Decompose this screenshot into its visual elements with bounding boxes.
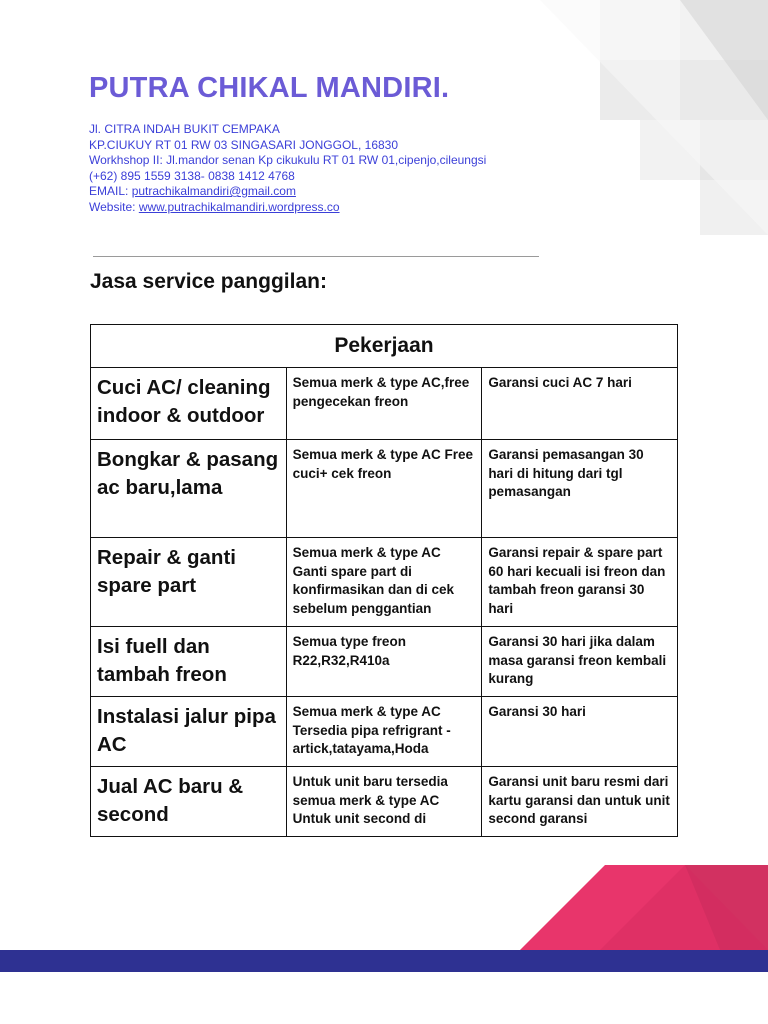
job-cell: Repair & ganti spare part [91,538,287,627]
table-row [91,767,678,837]
description-cell: Untuk unit baru tersedia semua merk & type AC Untuk unit second di [286,767,482,837]
description-cell: Semua merk & type AC Tersedia pipa refrigrant -artick,tatayama,Hoda [286,697,482,767]
workshop-line: Workhshop II: Jl.mandor senan Kp cikukulu RT 01 RW 01,cipenjo,cileungsi [89,153,487,167]
job-cell: Jual AC baru & second [91,767,287,837]
description-cell: Semua merk & type AC,free pengecekan freon [286,368,482,440]
company-address-block [89,122,486,215]
section-title: Jasa service panggilan: [90,270,327,293]
website-label: Website: [89,199,136,214]
description-cell: Semua merk & type AC Free cuci+ cek freon [286,440,482,538]
pink-corner-shape [520,865,768,950]
website-line [89,200,486,216]
email-line [89,184,486,200]
table-header: Pekerjaan [91,325,678,368]
warranty-cell: Garansi 30 hari jika dalam masa garansi freon kembali kurang [482,627,678,697]
address-line: Jl. CITRA INDAH BUKIT CEMPAKA [89,122,280,136]
header-divider [93,256,539,257]
address-line: KP.CIUKUY RT 01 RW 03 SINGASARI JONGGOL, 16830 [89,137,399,152]
warranty-cell: Garansi cuci AC 7 hari [482,368,678,440]
table-row [91,440,678,538]
table-row [91,538,678,627]
company-name: PUTRA CHIKAL MANDIRI. [89,72,450,104]
job-cell: Cuci AC/ cleaning indoor & outdoor [91,368,287,440]
navy-footer-band [0,950,768,972]
warranty-cell: Garansi 30 hari [482,697,678,767]
service-table [90,324,678,837]
job-cell: Isi fuell dan tambah freon [91,627,287,697]
email-label: EMAIL: [89,184,129,198]
table-header-row [91,325,678,368]
job-cell: Instalasi jalur pipa AC [91,697,287,767]
description-cell: Semua merk & type AC Ganti spare part di konfirmasikan dan di cek sebelum penggantian [286,538,482,627]
email-link[interactable]: putrachikalmandiri@gmail.com [131,184,296,198]
website-link[interactable]: www.putrachikalmandiri.wordpress.co [138,199,340,214]
job-cell: Bongkar & pasang ac baru,lama [91,440,287,538]
warranty-cell: Garansi unit baru resmi dari kartu garansi dan untuk unit second garansi [482,767,678,837]
table-row [91,368,678,440]
phone-line: (+62) 895 1559 3138- 0838 1412 4768 [89,168,295,183]
table-row [91,627,678,697]
warranty-cell: Garansi repair & spare part 60 hari kecuali isi freon dan tambah freon garansi 30 hari [482,538,678,627]
table-row [91,697,678,767]
grey-tile-pattern [540,0,768,235]
warranty-cell: Garansi pemasangan 30 hari di hitung dari tgl pemasangan [482,440,678,538]
description-cell: Semua type freon R22,R32,R410a [286,627,482,697]
